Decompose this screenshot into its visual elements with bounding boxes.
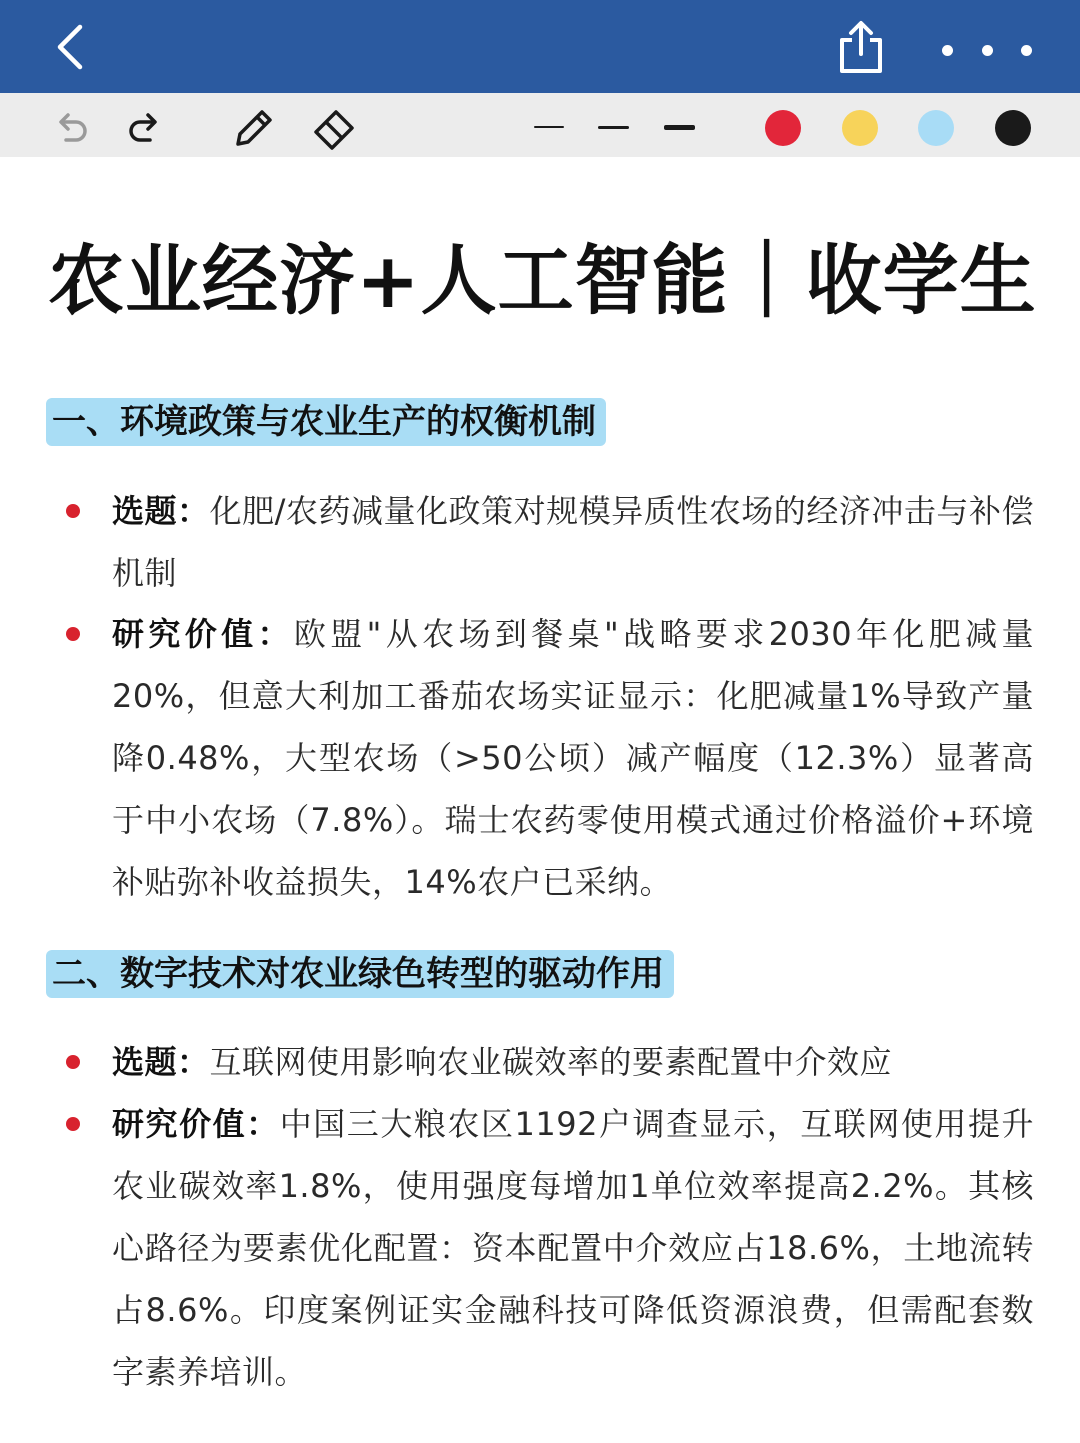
medium-line-icon	[598, 126, 629, 129]
eraser-icon	[310, 104, 358, 152]
pencil-tool-button[interactable]	[230, 104, 278, 152]
list-item	[112, 1093, 1034, 1403]
pencil-icon	[230, 104, 278, 152]
chevron-left-icon	[48, 22, 94, 72]
item-text: 中国三大粮农区1192户调查显示，互联网使用提升农业碳效率1.8%，使用强度每增加1单位效率提高2.2%。其核心路径为要素优化配置：资本配置中介效应占18.6%，土地流转占8.6%。印度案例证实金融科技可降低资源浪费，但需配套数字素养培训。	[112, 1105, 1034, 1391]
back-button[interactable]	[48, 22, 94, 72]
redo-icon	[124, 108, 166, 150]
bullet-icon	[66, 627, 80, 641]
color-swatch-light-blue[interactable]	[918, 110, 954, 146]
list-item	[112, 1031, 1034, 1093]
color-swatch-black[interactable]	[995, 110, 1031, 146]
bullet-icon	[66, 504, 80, 518]
thin-line-button[interactable]	[534, 117, 564, 137]
share-icon	[836, 18, 886, 76]
thick-line-icon	[664, 125, 695, 130]
color-swatch-red[interactable]	[765, 110, 801, 146]
section-heading-2: 二、数字技术对农业绿色转型的驱动作用	[46, 950, 674, 998]
item-label: 选题：	[112, 492, 210, 530]
section-heading-1: 一、环境政策与农业生产的权衡机制	[46, 398, 606, 446]
item-label: 研究价值：	[112, 1105, 280, 1143]
share-button[interactable]	[836, 18, 886, 76]
more-options-button[interactable]	[932, 36, 1042, 66]
more-dots-icon	[982, 45, 993, 56]
item-label: 选题：	[112, 1043, 210, 1081]
thick-line-button[interactable]	[664, 117, 695, 137]
item-text: 化肥/农药减量化政策对规模异质性农场的经济冲击与补偿机制	[112, 492, 1034, 592]
list-item	[112, 603, 1034, 913]
undo-icon	[50, 108, 92, 150]
page-title: 农业经济+人工智能｜收学生	[48, 236, 1037, 325]
top-app-bar	[0, 0, 1080, 93]
item-text: 欧盟"从农场到餐桌"战略要求2030年化肥减量20%，但意大利加工番茄农场实证显示：化肥减量1%导致产量降0.48%，大型农场（>50公顷）减产幅度（12.3%）显著高于中小农场（7.8%）。瑞士农药零使用模式通过价格溢价+环境补贴弥补收益损失，14%农户已采纳。	[112, 615, 1034, 901]
medium-line-button[interactable]	[598, 117, 629, 137]
more-dots-icon	[1021, 45, 1032, 56]
undo-button[interactable]	[50, 108, 92, 150]
eraser-tool-button[interactable]	[310, 104, 358, 152]
list-item	[112, 480, 1034, 604]
bullet-icon	[66, 1117, 80, 1131]
color-swatch-yellow[interactable]	[842, 110, 878, 146]
more-dots-icon	[942, 45, 953, 56]
redo-button[interactable]	[124, 108, 166, 150]
thin-line-icon	[534, 126, 564, 128]
item-label: 研究价值：	[112, 615, 294, 653]
item-text: 互联网使用影响农业碳效率的要素配置中介效应	[209, 1043, 893, 1081]
bullet-icon	[66, 1055, 80, 1069]
